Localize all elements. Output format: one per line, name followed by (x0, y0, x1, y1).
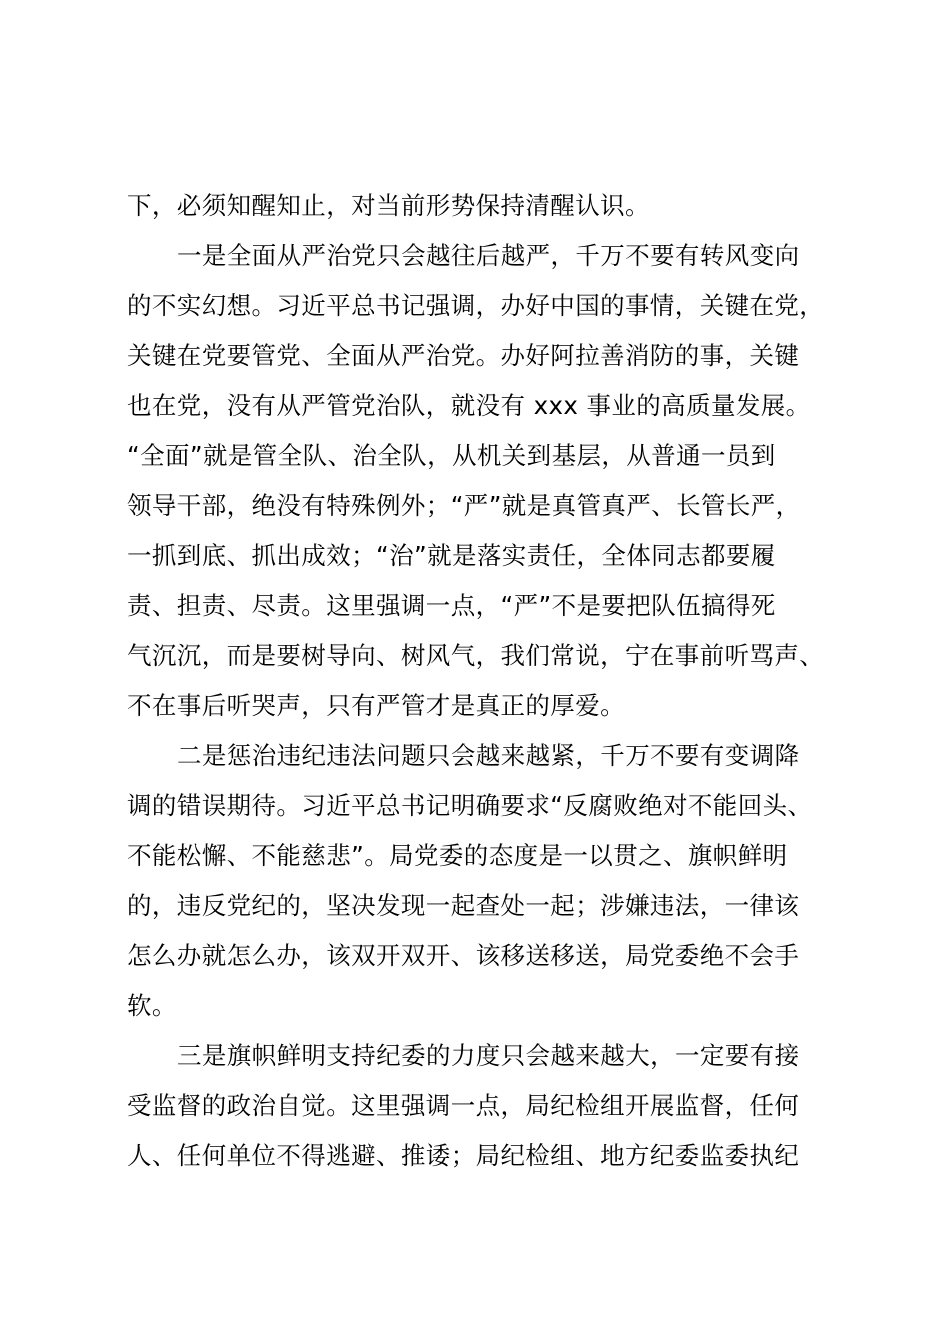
text-line: 领导干部，绝没有特殊例外；“严”就是真管真严、长管长严， (127, 491, 801, 520)
text-line: 也在党，没有从严管党治队，就没有 xxx 事业的高质量发展。 (127, 391, 811, 420)
text-line: 二是惩治违纪违法问题只会越来越紧，千万不要有变调降 (177, 741, 800, 770)
text-line: 不能松懈、不能慈悲”。局党委的态度是一以贯之、旗帜鲜明 (127, 841, 788, 870)
text-line: 三是旗帜鲜明支持纪委的力度只会越来越大，一定要有接 (177, 1041, 800, 1070)
text-line: 下，必须知醒知止，对当前形势保持清醒认识。 (127, 191, 650, 220)
text-line: 的，违反党纪的，坚决发现一起查处一起；涉嫌违法，一律该 (127, 891, 800, 920)
text-line: 气沉沉，而是要树导向、树风气，我们常说，宁在事前听骂声、 (127, 641, 825, 670)
text-line: 责、担责、尽责。这里强调一点，“严”不是要把队伍搞得死 (127, 591, 776, 620)
text-line: “全面”就是管全队、治全队，从机关到基层，从普通一员到 (127, 441, 776, 470)
text-line: 怎么办就怎么办，该双开双开、该移送移送，局党委绝不会手 (127, 941, 800, 970)
text-line: 人、任何单位不得逃避、推诿；局纪检组、地方纪委监委执纪 (127, 1141, 800, 1170)
text-line: 调的错误期待。习近平总书记明确要求“反腐败绝对不能回头、 (127, 791, 813, 820)
text-line: 的不实幻想。习近平总书记强调，办好中国的事情，关键在党， (127, 291, 825, 320)
body-text (127, 181, 832, 1181)
text-line: 不在事后听哭声，只有严管才是真正的厚爱。 (127, 691, 625, 720)
text-line: 一抓到底、抓出成效；“治”就是落实责任，全体同志都要履 (127, 541, 776, 570)
text-line: 一是全面从严治党只会越往后越严，千万不要有转风变向 (177, 241, 800, 270)
text-line: 软。 (127, 991, 177, 1020)
text-line: 关键在党要管党、全面从严治党。办好阿拉善消防的事，关键 (127, 341, 800, 370)
text-line: 受监督的政治自觉。这里强调一点，局纪检组开展监督，任何 (127, 1091, 800, 1120)
